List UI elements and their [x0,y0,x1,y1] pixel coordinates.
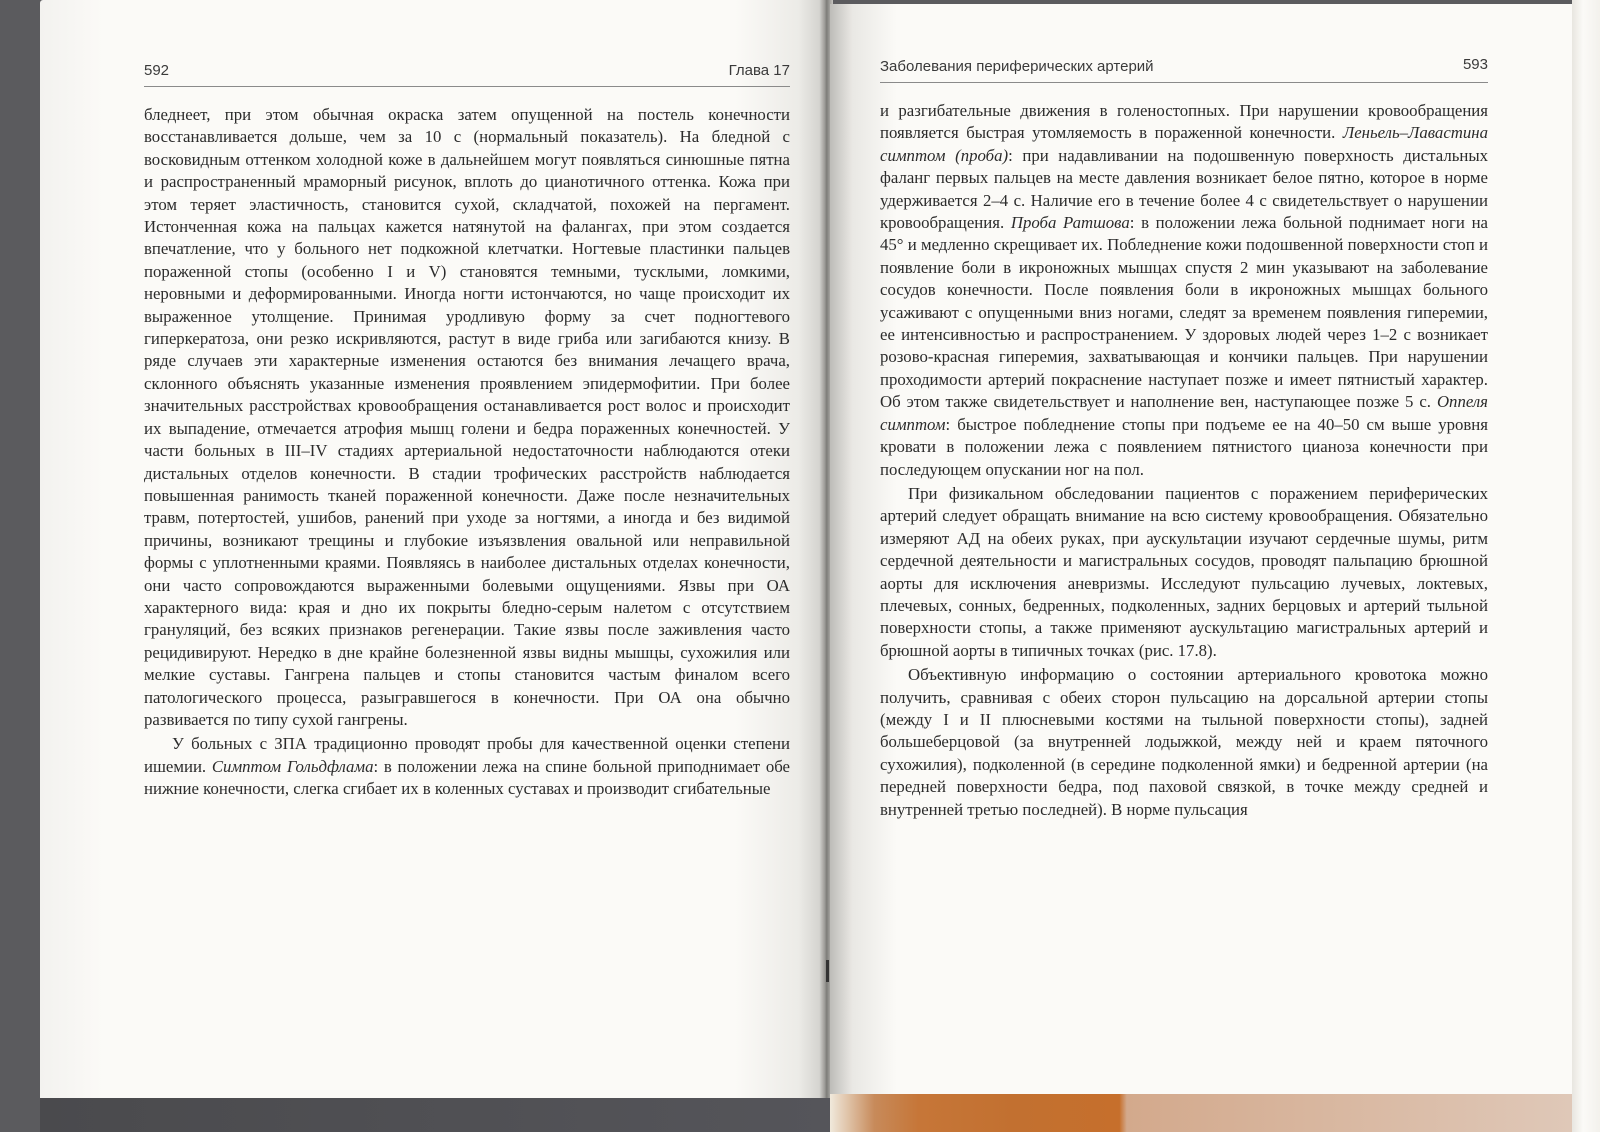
right-paragraph-1-mid2: : в положении лежа больной поднимает ноги на 45° и медленно скрещивает их. Побледнение кожи подошвенной поверхности стоп и появление боли в икроножных мышцах спустя 2 мин указывают на заболевание сосудов конечности. После появления боли в икроножных мышцах больного усаживают с опущенными вниз ногами, следят за временем появления гиперемии, ее интенсивностью и распространением. У здоровых людей через 1–2 с возникает розово-красная гиперемия, захватывающая и кончики пальцев. При нарушении проходимости артерий покраснение наступает позже и имеет пятнистый характер. Об этом также свидетельствует и наполнение вен, наступающее позже 5 с. [880,213,1489,412]
left-page [40,0,830,1098]
left-paragraph-2-pre: У больных с ЗПА традиционно проводят пробы для качественной оценки степени ишемии. [144,734,790,776]
page-edge-right [1572,0,1600,1132]
right-paragraph-1-pre: и разгибательные движения в голеностопных. При нарушении кровообращения появляется быстрая утомляемость в пораженной конечности. [880,101,1488,143]
right-page [830,4,1572,1094]
left-paragraph-2-post: : в положении лежа на спине больной приподнимает обе нижние конечности, слегка сгибает их в коленных суставах и производит сгибательные [144,756,791,799]
right-paragraph-2: При физикальном обследовании пациентов с поражением периферических артерий следует обращать внимание на всю систему кровообращения. Обязательно измеряют АД на обеих руках, при аускультации изучают сердечные шумы, ритм сердечной деятельности и магистральных сосудов, проводят пальпацию брюшной аорты для исключения аневризмы. Исследуют пульсацию лучевых, локтевых, плечевых, сонных, бедренных, подколенных, задних берцовых и артерий тыльной поверхности стопы, а также применяют аускультацию магистральных артерий и брюшной аорты в типичных точках (рис. 17.8). [880,483,1488,660]
right-page-body [880,100,1488,821]
right-page-number: 593 [1462,56,1488,73]
left-page-body [144,104,790,801]
page-edges-bottom [830,1094,1572,1132]
oppel-symptom-term: Оппеля симптом [880,392,1488,434]
spine-mark [826,960,829,982]
right-paragraph-3: Объективную информацию о состоянии артериального кровотока можно получить, сравнивая с обеих сторон пульсацию на дорсальной артерии стопы (между I и II плюсневыми костями на тыльной поверхности стопы), задней большеберцовой (за внутренней лодыжкой, между ней и краем пяточного сухожилия), подколенной (в середине подколенной ямки) и бедренной артерии (на передней поверхности бедра, под паховой связкой, в точке между средней и внутренней третью последней). В норме пульсация [880,665,1488,819]
ratschow-test-term: Проба Ратшова [1010,213,1130,233]
right-paragraph-1 [880,100,1488,481]
goldflam-symptom-term: Симптом Гольдфлама [211,756,374,776]
right-paragraph-1-mid: : при надавливании на подошвенную поверхность дистальных фаланг первых пальцев на месте давления возникает белое пятно, которое в норме удерживается 2–4 с. Наличие его в течение более 4 с свидетельствует о нарушении кровообращения. [880,145,1488,233]
left-page-header [144,62,790,87]
left-paragraph-1: бледнеет, при этом обычная окраска затем опущенной на постель конечности восстанавливается дольше, чем за 10 с (нормальный показатель). На бледной с восковидным оттенком холодной коже в дальнейшем могут появляться синюшные пятна и распространенный мраморный рисунок, вплоть до цианотичного оттенка. Кожа при этом теряет эластичность, становится сухой, складчатой, похожей на пергамент. Истонченная кожа на пальцах кажется натянутой на фалангах, при этом создается впечатление, что у больного нет подкожной клетчатки. Ногтевые пластинки пальцев пораженной стопы (особенно I и V) становятся темными, тусклыми, ломкими, неровными и деформированными. Иногда ногти истончаются, но чаще происходит их выраженное утолщение. Принимая уродливую форму за счет подногтевого гиперкератоза, они резко искривляются, растут в виде гриба или загибаются книзу. В ряде случаев эти характерные изменения остаются без внимания лечащего врача, склонного объяснять указанные изменения проявлением эпидермофитии. При более значительных расстройствах кровообращения останавливается рост волос и происходит их выпадение, отмечается атрофия мышц голени и бедра пораженных конечностей. У части больных в III–IV стадиях артериальной недостаточности наблюдаются отеки дистальных отделов конечности. В стадии трофических расстройств наблюдается повышенная ранимость тканей пораженной конечности. Даже после незначительных травм, потертостей, ушибов, ранений при уходе за ногтями, а иногда и без видимой причины, возникают трещины и глубокие изъязвления овальной или неправильной формы с уплотненными краями. Появляясь в наиболее дистальных отделах конечности, они часто сопровождаются выраженными болевыми ощущениями. Язвы при ОА характерного вида: края и дно их покрыты бледно-серым налетом с отсутствием грануляций, без всяких признаков регенерации. Такие язвы после заживления часто рецидивируют. Нередко в дне крайне болезненной язвы видны мышцы, сухожилия или мелкие суставы. Гангрена пальцев и стопы становится частым финалом всего патологического процесса, разыгравшегося в конечности. При ОА она обычно развивается по типу сухой гангрены. [144,105,790,729]
background-bottom-left [40,1098,830,1132]
left-paragraph-2 [144,733,790,800]
right-page-header [880,58,1488,83]
lenel-lavastine-term: Леньель–Лавастина симптом (проба) [880,123,1488,165]
chapter-title: Глава 17 [728,62,790,79]
left-page-number: 592 [144,62,170,79]
right-paragraph-1-post: : быстрое побледнение стопы при подъеме ее на 40–50 см выше уровня кровати в положении лежа с появлением пятнистого цианоза конечности при последующем опускании ног на пол. [880,414,1488,479]
running-title: Заболевания периферических артерий [880,58,1154,75]
